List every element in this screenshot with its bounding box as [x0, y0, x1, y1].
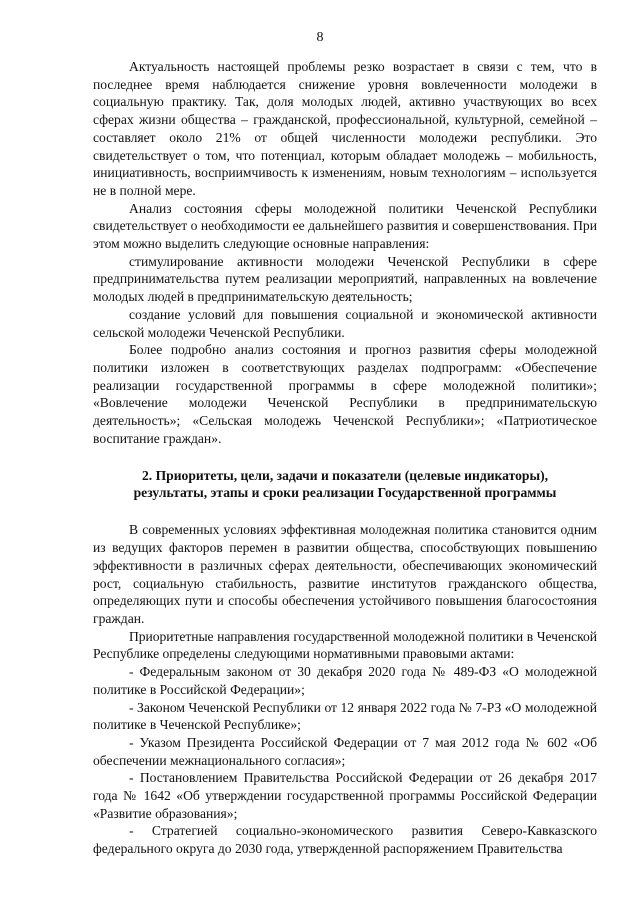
- paragraph-direction-entrepreneurship: стимулирование активности молодежи Чеченской Республики в сфере предпринимательства путем реализации мероприятий, направленных на вовлечение молодых людей в предпринимательскую деятельность;: [93, 253, 597, 305]
- page-body: [93, 58, 597, 858]
- section-heading: [93, 467, 597, 501]
- page-number: 8: [316, 30, 324, 45]
- paragraph-policy-analysis: Анализ состояния сферы молодежной политики Чеченской Республики свидетельствует о необходимости ее дальнейшего развития и совершенствования. При этом можно выделить следующие основные направления:: [93, 200, 597, 252]
- section-heading-line-2: результаты, этапы и сроки реализации Государственной программы: [133, 485, 557, 501]
- act-list-item: - Указом Президента Российской Федерации от 7 мая 2012 года № 602 «Об обеспечении межнационального согласия»;: [93, 734, 597, 768]
- paragraph-modern-conditions: В современных условиях эффективная молодежная политика становится одним из ведущих факторов перемен в развитии общества, способствующих повышению эффективности в различных сферах деятельности, обеспечивающих экономический рост, социальную стабильность, развитие институтов гражданского общества, определяющих пути и способы обеспечения устойчивого повышения благосостояния граждан.: [93, 522, 597, 626]
- paragraph-problem-relevance: Актуальность настоящей проблемы резко возрастает в связи с тем, что в последнее время наблюдается снижение уровня вовлеченности молодежи в социальную практику. Так, доля молодых людей, активно участвующих во всех сферах жизни общества – гражданской, профессиональной, культурной, семейной – составляет около 21% от общей численности молодежи республики. Это свидетельствует о том, что потенциал, которым обладает молодежь – мобильность, инициативность, восприимчивость к изменениям, новым технологиям – используется не в полной мере.: [93, 59, 597, 198]
- paragraph-priority-directions: Приоритетные направления государственной молодежной политики в Чеченской Республике определены следующими нормативными правовыми актами:: [93, 628, 597, 662]
- paragraph-direction-rural-youth: создание условий для повышения социальной и экономической активности сельской молодежи Чеченской Республики.: [93, 306, 597, 340]
- act-list-item: - Федеральным законом от 30 декабря 2020 года № 489-ФЗ «О молодежной политике в Российской Федерации»;: [93, 664, 597, 697]
- section-heading-line-1: 2. Приоритеты, цели, задачи и показатели (целевые индикаторы),: [142, 468, 548, 484]
- act-list-item: - Постановлением Правительства Российской Федерации от 26 декабря 2017 года № 1642 «Об утверждении государственной программы Российской Федерации «Развитие образования»;: [93, 770, 597, 821]
- act-list-item: - Стратегией социально-экономического развития Северо-Кавказского федерального округа до 2030 года, утвержденной распоряжением Правительства: [93, 823, 597, 857]
- act-list-item: - Законом Чеченской Республики от 12 января 2022 года № 7-РЗ «О молодежной политике в Чеченской Республике»;: [93, 699, 597, 733]
- paragraph-subprograms: Более подробно анализ состояния и прогноз развития сферы молодежной политики изложен в соответствующих разделах подпрограмм: «Обеспечение реализации государственной программы в сфере молодежной политики»; «Вовлечение молодежи Чеченской Республики в предпринимательскую деятельность»; «Сельская молодежь Чеченской Республики»; «Патриотическое воспитание граждан».: [93, 342, 597, 446]
